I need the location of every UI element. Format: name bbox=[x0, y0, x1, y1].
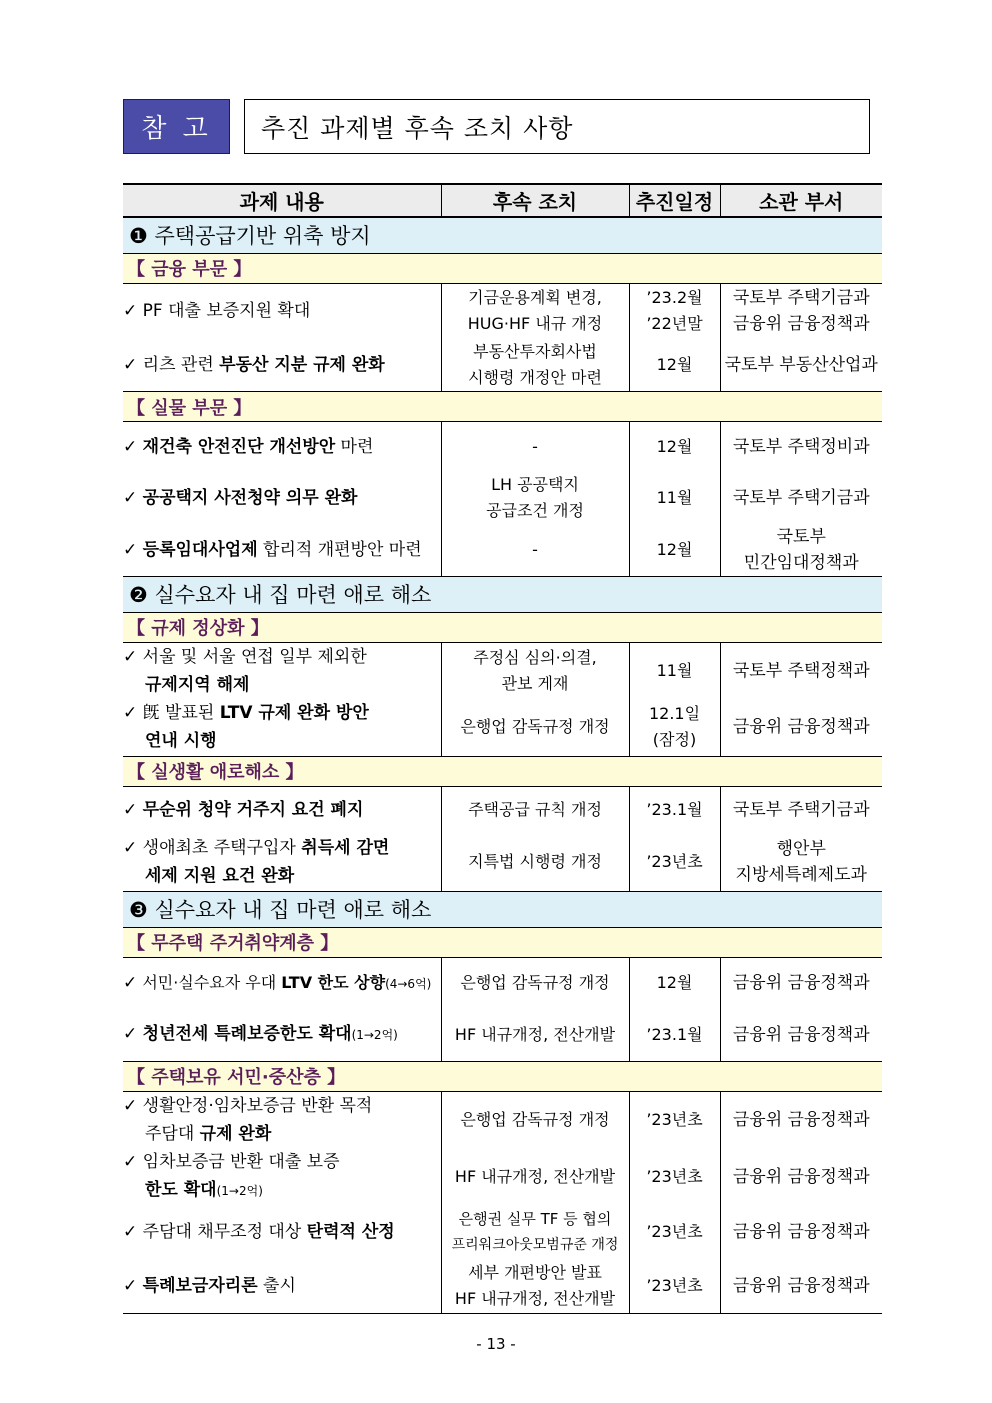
task-text: 주담대 채무조정 대상 bbox=[142, 1222, 307, 1242]
subsection-title: 【 금융 부문 】 bbox=[123, 253, 882, 283]
section-row bbox=[123, 217, 882, 253]
task-cell bbox=[123, 957, 441, 1009]
subsection-row bbox=[123, 392, 882, 422]
task-cell bbox=[123, 472, 441, 524]
action-line: 프리워크아웃모범규준 개정 bbox=[451, 1237, 619, 1253]
column-header-department: 소관 부서 bbox=[720, 184, 882, 217]
column-header-task: 과제 내용 bbox=[123, 184, 441, 217]
check-icon: ✓ bbox=[123, 838, 138, 859]
subsection-row bbox=[123, 1061, 882, 1091]
action-line: 관보 게재 bbox=[501, 673, 569, 693]
schedule-cell: 11월 bbox=[629, 642, 720, 699]
table-row bbox=[123, 834, 882, 891]
section-title: ❶ 주택공급기반 위축 방지 bbox=[123, 217, 882, 253]
check-icon: ✓ bbox=[123, 703, 138, 724]
action-line: 시행령 개정안 마련 bbox=[468, 368, 602, 387]
check-icon: ✓ bbox=[123, 972, 138, 993]
task-text: 서울 및 서울 연접 일부 제외한 bbox=[142, 646, 367, 667]
schedule-cell: ’23.1월 bbox=[629, 1009, 720, 1061]
subsection-title: 【 실물 부문 】 bbox=[123, 392, 882, 422]
department-cell: 금융위 금융정책과 bbox=[720, 1009, 882, 1061]
subsection-row bbox=[123, 756, 882, 786]
reference-label: 참 고 bbox=[123, 99, 230, 154]
page-number: - 13 - bbox=[476, 1335, 516, 1353]
check-icon: ✓ bbox=[123, 539, 138, 560]
schedule-line: 12.1일 bbox=[648, 704, 701, 724]
department-line: 민간임대정책과 bbox=[743, 552, 859, 573]
table-row bbox=[123, 1259, 882, 1313]
schedule-cell: ’23.1월 bbox=[629, 786, 720, 834]
action-cell bbox=[441, 1205, 629, 1259]
action-line: 공급조건 개정 bbox=[486, 500, 584, 520]
column-header-action: 후속 조치 bbox=[441, 184, 629, 217]
action-cell bbox=[441, 283, 629, 339]
action-cell bbox=[441, 642, 629, 699]
table-row bbox=[123, 1148, 882, 1205]
action-line: 세부 개편방안 발표 bbox=[468, 1262, 602, 1282]
task-text: 생활안정·임차보증금 반환 목적 bbox=[142, 1095, 373, 1116]
task-cell bbox=[123, 1009, 441, 1061]
task-text: 임차보증금 반환 대출 보증 bbox=[142, 1152, 340, 1172]
task-cell bbox=[123, 1148, 441, 1205]
followup-table bbox=[123, 183, 882, 1314]
action-line: 기금운용계획 변경, bbox=[468, 288, 602, 308]
action-cell bbox=[441, 472, 629, 524]
schedule-cell: 12월 bbox=[629, 339, 720, 392]
subsection-title: 【 규제 정상화 】 bbox=[123, 612, 882, 642]
task-text-bold: LTV 한도 상향 bbox=[281, 972, 386, 992]
task-cell bbox=[123, 422, 441, 472]
department-cell: 국토부 주택기금과 bbox=[720, 472, 882, 524]
task-note: (1→2억) bbox=[351, 1028, 398, 1043]
department-cell: 금융위 금융정책과 bbox=[720, 1259, 882, 1313]
table-row bbox=[123, 524, 882, 577]
task-text-bold: 청년전세 특례보증한도 확대 bbox=[142, 1024, 352, 1045]
department-line: 국토부 주택기금과 bbox=[732, 288, 870, 309]
subsection-title: 【 실생활 애로해소 】 bbox=[123, 756, 882, 786]
department-cell: 금융위 금융정책과 bbox=[720, 1148, 882, 1205]
task-note: (1→2억) bbox=[216, 1184, 263, 1198]
task-text: 리츠 관련 bbox=[142, 355, 220, 375]
table-row bbox=[123, 283, 882, 339]
subsection-row bbox=[123, 612, 882, 642]
task-cell bbox=[123, 283, 441, 339]
check-icon: ✓ bbox=[123, 800, 138, 821]
task-cell bbox=[123, 1205, 441, 1259]
task-text: PF 대출 보증지원 확대 bbox=[142, 301, 311, 322]
department-cell bbox=[720, 524, 882, 577]
task-text-bold: 규제지역 해제 bbox=[145, 674, 250, 695]
department-cell: 국토부 주택정비과 bbox=[720, 422, 882, 472]
subsection-row bbox=[123, 927, 882, 957]
department-line: 행안부 bbox=[776, 839, 826, 860]
task-text: 주담대 bbox=[145, 1123, 200, 1144]
check-icon: ✓ bbox=[123, 646, 138, 667]
schedule-cell: ’23년초 bbox=[629, 1259, 720, 1313]
department-line: 지방세특례제도과 bbox=[735, 865, 867, 886]
task-text: 旣 발표된 bbox=[142, 703, 220, 724]
check-icon: ✓ bbox=[123, 355, 138, 375]
task-text-bold: 무순위 청약 거주지 요건 폐지 bbox=[142, 800, 364, 821]
department-cell: 국토부 주택기금과 bbox=[720, 786, 882, 834]
action-cell bbox=[441, 1259, 629, 1313]
subsection-row bbox=[123, 253, 882, 283]
action-line: HUG·HF 내규 개정 bbox=[467, 314, 603, 334]
department-cell: 금융위 금융정책과 bbox=[720, 699, 882, 756]
page-title: 추진 과제별 후속 조치 사항 bbox=[244, 99, 870, 154]
task-text: 마련 bbox=[335, 436, 374, 457]
schedule-cell bbox=[629, 283, 720, 339]
action-cell: 지특법 시행령 개정 bbox=[441, 834, 629, 891]
department-cell bbox=[720, 834, 882, 891]
task-text-bold: 탄력적 산정 bbox=[306, 1222, 395, 1242]
schedule-cell: 12월 bbox=[629, 524, 720, 577]
schedule-cell: ’23년초 bbox=[629, 1091, 720, 1148]
task-cell bbox=[123, 339, 441, 392]
action-cell: 은행업 감독규정 개정 bbox=[441, 957, 629, 1009]
task-cell bbox=[123, 1091, 441, 1148]
task-note: (4→6억) bbox=[385, 976, 432, 991]
task-text-bold: 규제 완화 bbox=[199, 1123, 272, 1144]
action-line: 은행권 실무 TF 등 협의 bbox=[458, 1210, 612, 1228]
section-row bbox=[123, 891, 882, 927]
table-row bbox=[123, 786, 882, 834]
department-cell bbox=[720, 283, 882, 339]
subsection-title: 【 무주택 주거취약계층 】 bbox=[123, 927, 882, 957]
schedule-line: ’23.2월 bbox=[646, 288, 703, 308]
task-text-bold: 취득세 감면 bbox=[301, 838, 390, 859]
column-header-schedule: 추진일정 bbox=[629, 184, 720, 217]
table-row bbox=[123, 642, 882, 699]
check-icon: ✓ bbox=[123, 436, 138, 457]
schedule-cell: 12월 bbox=[629, 957, 720, 1009]
schedule-cell: 11월 bbox=[629, 472, 720, 524]
action-line: 주정심 심의·의결, bbox=[473, 647, 597, 667]
action-line: 부동산투자회사법 bbox=[473, 342, 597, 361]
task-text-bold: 세제 지원 요건 완화 bbox=[145, 866, 295, 887]
action-cell: 은행업 감독규정 개정 bbox=[441, 1091, 629, 1148]
action-cell: HF 내규개정, 전산개발 bbox=[441, 1148, 629, 1205]
schedule-line: (잠정) bbox=[652, 730, 697, 750]
check-icon: ✓ bbox=[123, 1275, 138, 1296]
table-row bbox=[123, 957, 882, 1009]
table-row bbox=[123, 699, 882, 756]
table-row bbox=[123, 1009, 882, 1061]
schedule-cell: ’23년초 bbox=[629, 834, 720, 891]
check-icon: ✓ bbox=[123, 1152, 138, 1172]
action-cell bbox=[441, 339, 629, 392]
task-text: 합리적 개편방안 마련 bbox=[257, 539, 422, 560]
task-cell bbox=[123, 786, 441, 834]
table-row bbox=[123, 1205, 882, 1259]
task-text-bold: 한도 확대 bbox=[145, 1180, 217, 1200]
check-icon: ✓ bbox=[123, 1024, 138, 1045]
task-cell bbox=[123, 642, 441, 699]
action-cell: - bbox=[441, 422, 629, 472]
task-text: 서민·실수요자 우대 bbox=[142, 972, 282, 992]
table-header-row bbox=[123, 184, 882, 217]
table-row bbox=[123, 472, 882, 524]
action-line: HF 내규개정, 전산개발 bbox=[454, 1288, 616, 1308]
subsection-title: 【 주택보유 서민·중산층 】 bbox=[123, 1061, 882, 1091]
table-row bbox=[123, 1091, 882, 1148]
department-cell: 금융위 금융정책과 bbox=[720, 1091, 882, 1148]
schedule-cell bbox=[629, 699, 720, 756]
task-text-bold: 재건축 안전진단 개선방안 bbox=[142, 436, 336, 457]
schedule-cell: ’23년초 bbox=[629, 1205, 720, 1259]
task-cell bbox=[123, 524, 441, 577]
action-cell: 은행업 감독규정 개정 bbox=[441, 699, 629, 756]
department-cell: 국토부 주택정책과 bbox=[720, 642, 882, 699]
table-row bbox=[123, 422, 882, 472]
task-text: 출시 bbox=[257, 1275, 296, 1296]
schedule-cell: ’23년초 bbox=[629, 1148, 720, 1205]
check-icon: ✓ bbox=[123, 1222, 138, 1242]
action-line: LH 공공택지 bbox=[491, 474, 579, 494]
task-cell bbox=[123, 834, 441, 891]
section-title: ❸ 실수요자 내 집 마련 애로 해소 bbox=[123, 891, 882, 927]
schedule-line: ’22년말 bbox=[646, 314, 703, 334]
action-cell: 주택공급 규칙 개정 bbox=[441, 786, 629, 834]
task-text-bold: 공공택지 사전청약 의무 완화 bbox=[142, 487, 358, 508]
task-text-bold: 등록임대사업제 bbox=[142, 539, 258, 560]
task-text-bold: 부동산 지분 규제 완화 bbox=[219, 355, 385, 375]
task-text-bold: 특례보금자리론 bbox=[142, 1275, 258, 1296]
department-line: 금융위 금융정책과 bbox=[732, 314, 870, 335]
task-cell bbox=[123, 1259, 441, 1313]
check-icon: ✓ bbox=[123, 1095, 138, 1116]
action-cell: - bbox=[441, 524, 629, 577]
schedule-cell: 12월 bbox=[629, 422, 720, 472]
section-row bbox=[123, 576, 882, 612]
action-cell: HF 내규개정, 전산개발 bbox=[441, 1009, 629, 1061]
department-line: 국토부 bbox=[776, 526, 826, 547]
department-cell: 금융위 금융정책과 bbox=[720, 957, 882, 1009]
task-text: 생애최초 주택구입자 bbox=[142, 838, 302, 859]
task-text-bold: 연내 시행 bbox=[145, 731, 217, 752]
check-icon: ✓ bbox=[123, 487, 138, 508]
task-cell bbox=[123, 699, 441, 756]
department-cell: 국토부 부동산산업과 bbox=[720, 339, 882, 392]
check-icon: ✓ bbox=[123, 301, 138, 322]
task-text-bold: LTV 규제 완화 방안 bbox=[219, 703, 369, 724]
section-title: ❷ 실수요자 내 집 마련 애로 해소 bbox=[123, 576, 882, 612]
department-cell: 금융위 금융정책과 bbox=[720, 1205, 882, 1259]
table-row bbox=[123, 339, 882, 392]
